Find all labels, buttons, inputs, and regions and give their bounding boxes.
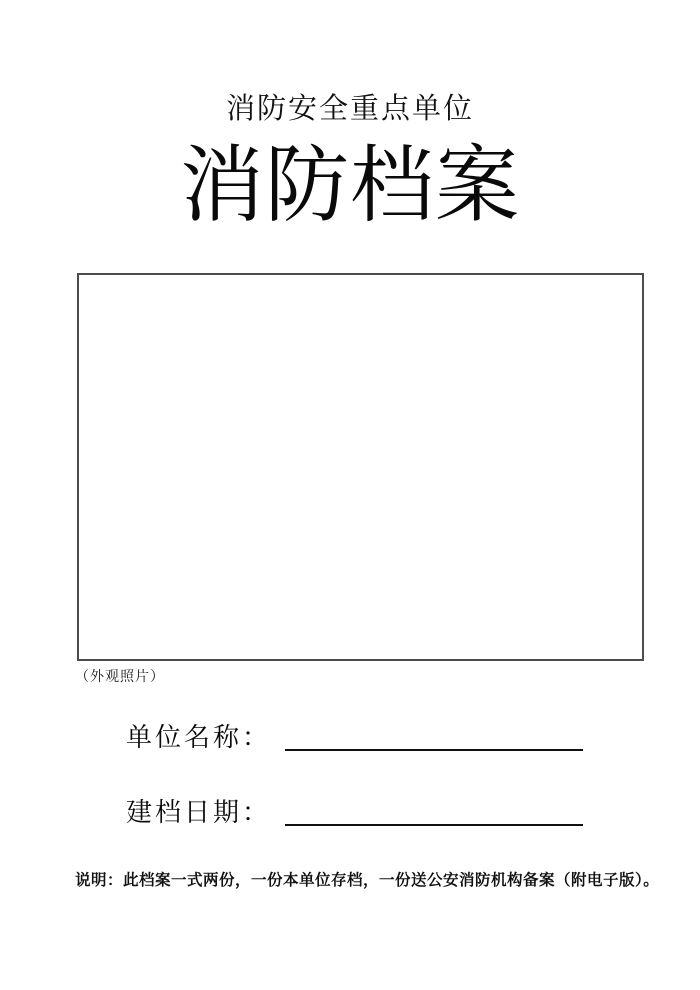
footnote: 说明：此档案一式两份，一份本单位存档，一份送公安消防机构备案（附电子版）。 <box>75 871 660 889</box>
unit-name-row <box>126 722 583 756</box>
page-title: 消防档案 <box>179 136 520 234</box>
archive-date-blank[interactable] <box>285 824 583 826</box>
unit-name-label: 单位名称： <box>126 723 272 753</box>
unit-name-blank[interactable] <box>285 749 583 751</box>
archive-date-label: 建档日期： <box>126 798 272 828</box>
page-subtitle: 消防安全重点单位 <box>225 91 474 125</box>
photo-placeholder[interactable] <box>77 273 644 661</box>
photo-caption: （外观照片） <box>75 669 165 685</box>
archive-date-row <box>126 797 583 831</box>
